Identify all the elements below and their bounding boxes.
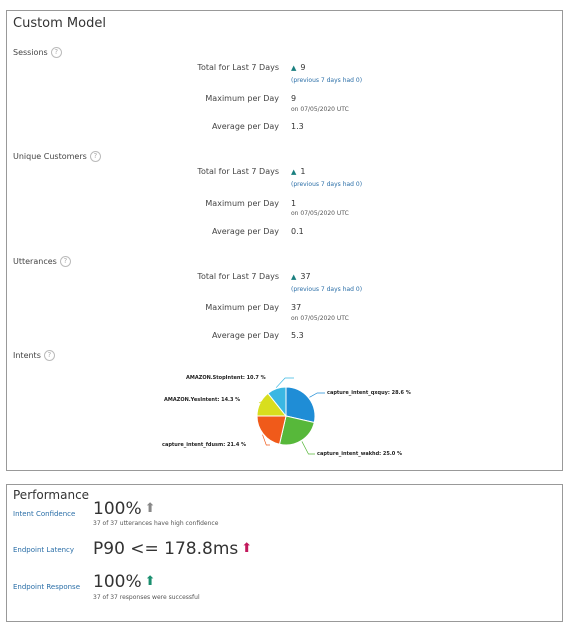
pie-leader-line bbox=[276, 378, 294, 388]
metric-label: Average per Day bbox=[211, 331, 279, 340]
metric-label: Maximum per Day bbox=[205, 199, 279, 208]
metric-sub: (previous 7 days had 0) bbox=[291, 286, 363, 293]
metric-value: ▲ 37 bbox=[291, 272, 311, 281]
pie-slice-label: capture_intent_wakhd: 25.0 % bbox=[317, 451, 403, 457]
perf-value-intent-confidence: 100% ⬆ bbox=[93, 499, 156, 519]
metric-label: Maximum per Day bbox=[205, 303, 279, 312]
metric-value: 9 bbox=[291, 94, 297, 103]
performance-panel bbox=[6, 484, 563, 622]
metric-label: Total for Last 7 Days bbox=[197, 63, 279, 72]
panel-title: Performance bbox=[13, 488, 90, 502]
perf-label-endpoint-latency[interactable]: Endpoint Latency bbox=[13, 546, 75, 554]
metric-sub: on 07/05/2020 UTC bbox=[291, 315, 349, 322]
arrow-up-icon: ⬆ bbox=[241, 541, 253, 556]
perf-value-endpoint-latency: P90 <= 178.8ms ⬆ bbox=[93, 539, 253, 559]
perf-sub: 37 of 37 responses were successful bbox=[93, 594, 200, 601]
pie-slice-label: AMAZON.StopIntent: 10.7 % bbox=[186, 375, 266, 381]
section-label-unique-customers: Unique Customers ? bbox=[13, 151, 101, 162]
metric-label: Maximum per Day bbox=[205, 94, 279, 103]
metric-sub: on 07/05/2020 UTC bbox=[291, 106, 349, 113]
help-icon[interactable]: ? bbox=[60, 256, 71, 267]
metric-label: Total for Last 7 Days bbox=[197, 272, 279, 281]
section-label-utterances: Utterances ? bbox=[13, 256, 71, 267]
perf-sub: 37 of 37 utterances have high confidence bbox=[93, 520, 219, 527]
up-triangle-icon: ▲ bbox=[291, 168, 297, 176]
metric-sub: on 07/05/2020 UTC bbox=[291, 210, 349, 217]
metric-value: 37 bbox=[291, 303, 302, 312]
metric-label: Total for Last 7 Days bbox=[197, 167, 279, 176]
perf-label-endpoint-response[interactable]: Endpoint Response bbox=[13, 583, 80, 591]
section-label-intents: Intents ? bbox=[13, 350, 55, 361]
arrow-up-icon: ⬆ bbox=[144, 574, 156, 589]
metric-label: Average per Day bbox=[211, 122, 279, 131]
metric-value: 1.3 bbox=[291, 122, 304, 131]
pie-leader-line bbox=[309, 393, 325, 397]
metric-value: 1 bbox=[291, 199, 297, 208]
panel-title: Custom Model bbox=[13, 16, 106, 31]
metric-sub: (previous 7 days had 0) bbox=[291, 77, 363, 84]
metric-sub: (previous 7 days had 0) bbox=[291, 181, 363, 188]
metric-value: ▲ 9 bbox=[291, 63, 306, 72]
help-icon[interactable]: ? bbox=[90, 151, 101, 162]
help-icon[interactable]: ? bbox=[51, 47, 62, 58]
perf-value-endpoint-response: 100% ⬆ bbox=[93, 572, 156, 592]
section-label-sessions: Sessions ? bbox=[13, 47, 62, 58]
up-triangle-icon: ▲ bbox=[291, 64, 297, 72]
pie-slice-label: AMAZON.YesIntent: 14.3 % bbox=[164, 397, 241, 403]
perf-label-intent-confidence[interactable]: Intent Confidence bbox=[13, 510, 76, 518]
arrow-up-icon: ⬆ bbox=[144, 501, 156, 516]
pie-leader-line bbox=[302, 441, 315, 454]
up-triangle-icon: ▲ bbox=[291, 273, 297, 281]
help-icon[interactable]: ? bbox=[44, 350, 55, 361]
metric-label: Average per Day bbox=[211, 227, 279, 236]
metric-value: 5.3 bbox=[291, 331, 304, 340]
custom-model-panel bbox=[6, 10, 563, 471]
pie-slice-label: capture_intent_qxquy: 28.6 % bbox=[327, 390, 411, 396]
intents-pie-chart bbox=[7, 11, 562, 470]
pie-slice-label: capture_intent_fdusm: 21.4 % bbox=[162, 442, 247, 448]
metric-value: 0.1 bbox=[291, 227, 304, 236]
metric-value: ▲ 1 bbox=[291, 167, 306, 176]
